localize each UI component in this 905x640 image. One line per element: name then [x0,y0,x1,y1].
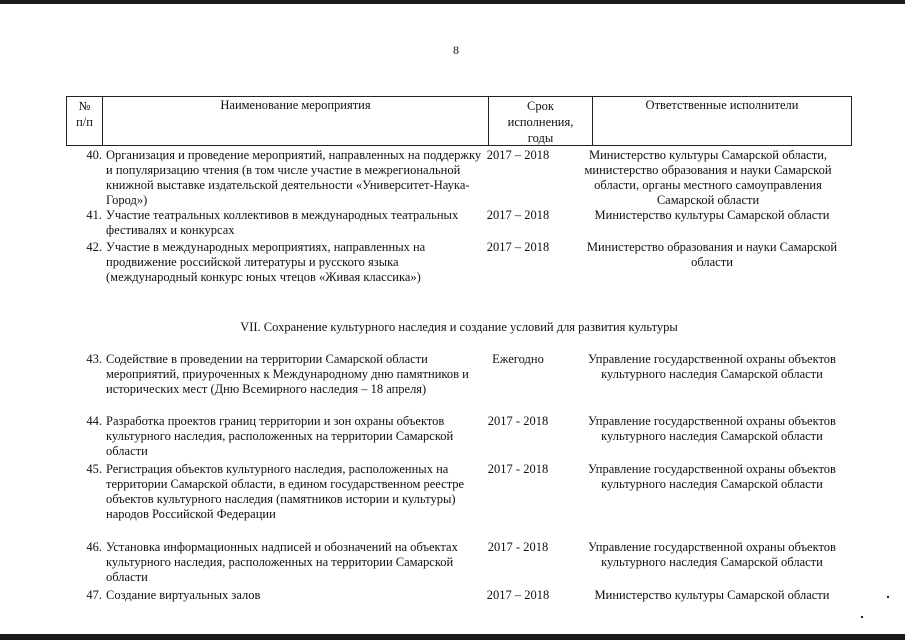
row-number: 43. [86,352,102,366]
row-responsible: Управление государственной охраны объектов культурного наследия Самарской области [588,462,836,491]
scan-speck [887,596,889,598]
header-number [67,97,103,145]
table-row [66,208,852,238]
scan-border-top [0,0,905,4]
row-term: 2017 - 2018 [487,540,549,554]
row-number: 41. [86,208,102,222]
row-name: Участие театральных коллективов в международных театральных фестивалях и конкурсах [106,208,459,237]
table-row [66,462,852,538]
row-name: Участие в международных мероприятиях, направленных на продвижение российской литературы и русского языка (международный конкурс юных чтецов «Живая классика») [106,240,426,284]
table-row [66,148,852,208]
table-row [66,540,852,586]
scan-border-bottom [0,634,905,640]
row-responsible: Управление государственной охраны объектов культурного наследия Самарской области [588,352,836,381]
row-number: 40. [86,148,102,162]
row-responsible: Управление государственной охраны объектов культурного наследия Самарской области [588,414,836,443]
row-number: 44. [86,414,102,428]
row-term: 2017 – 2018 [486,208,550,222]
row-number: 46. [86,540,102,554]
header-number-label: № п/п [76,99,93,129]
row-responsible: Управление государственной охраны объектов культурного наследия Самарской области [588,540,836,569]
scan-speck [861,616,863,618]
row-name: Регистрация объектов культурного наследия, расположенных на территории Самарской области, в едином государственном реестре объектов культурного наследия (памятников истории и культуры) народов Российской Федерации [106,462,465,521]
row-number: 47. [86,588,102,602]
header-term-label: Срок исполнения, годы [507,99,574,145]
table-header [66,96,852,146]
row-number: 45. [86,462,102,476]
events-table [66,96,852,602]
row-term: 2017 - 2018 [487,414,549,428]
row-responsible: Министерство культуры Самарской области [594,588,830,602]
row-name: Установка информационных надписей и обозначений на объектах культурного наследия, расположенных на территории Самарской области [106,540,458,584]
row-name: Разработка проектов границ территории и зон охраны объектов культурного наследия, расположенных на территории Самарской области [106,414,454,458]
row-name: Организация и проведение мероприятий, направленных на поддержку и популяризацию чтения (в том числе участие в межрегиональной книжной выставке издательской деятельности «Университет-Наука-Город») [106,148,482,207]
header-term [489,97,593,145]
row-term: 2017 - 2018 [487,462,549,476]
section-title: VII. Сохранение культурного наследия и создание условий для развития культуры [240,320,678,334]
table-row [66,414,852,460]
row-responsible: Министерство культуры Самарской области [594,208,830,222]
row-responsible: Министерство культуры Самарской области, министерство образования и науки Самарской области, органы местного самоуправления Самарской области [584,148,832,207]
row-term: Ежегодно [492,352,544,366]
row-term: 2017 – 2018 [486,240,550,254]
page-number: 8 [453,43,459,57]
row-number: 42. [86,240,102,254]
row-term: 2017 – 2018 [486,588,550,602]
row-name: Содействие в проведении на территории Самарской области мероприятий, приуроченных к Международному дню памятников и исторических мест (Дню Всемирного наследия – 18 апреля) [106,352,469,396]
header-name: Наименование мероприятия [103,97,489,145]
row-name: Создание виртуальных залов [106,588,261,602]
row-responsible: Министерство образования и науки Самарской области [586,240,838,269]
header-responsible: Ответственные исполнители [645,98,799,112]
table-row [66,588,852,604]
table-row [66,352,852,412]
table-row [66,240,852,300]
row-term: 2017 – 2018 [486,148,550,162]
